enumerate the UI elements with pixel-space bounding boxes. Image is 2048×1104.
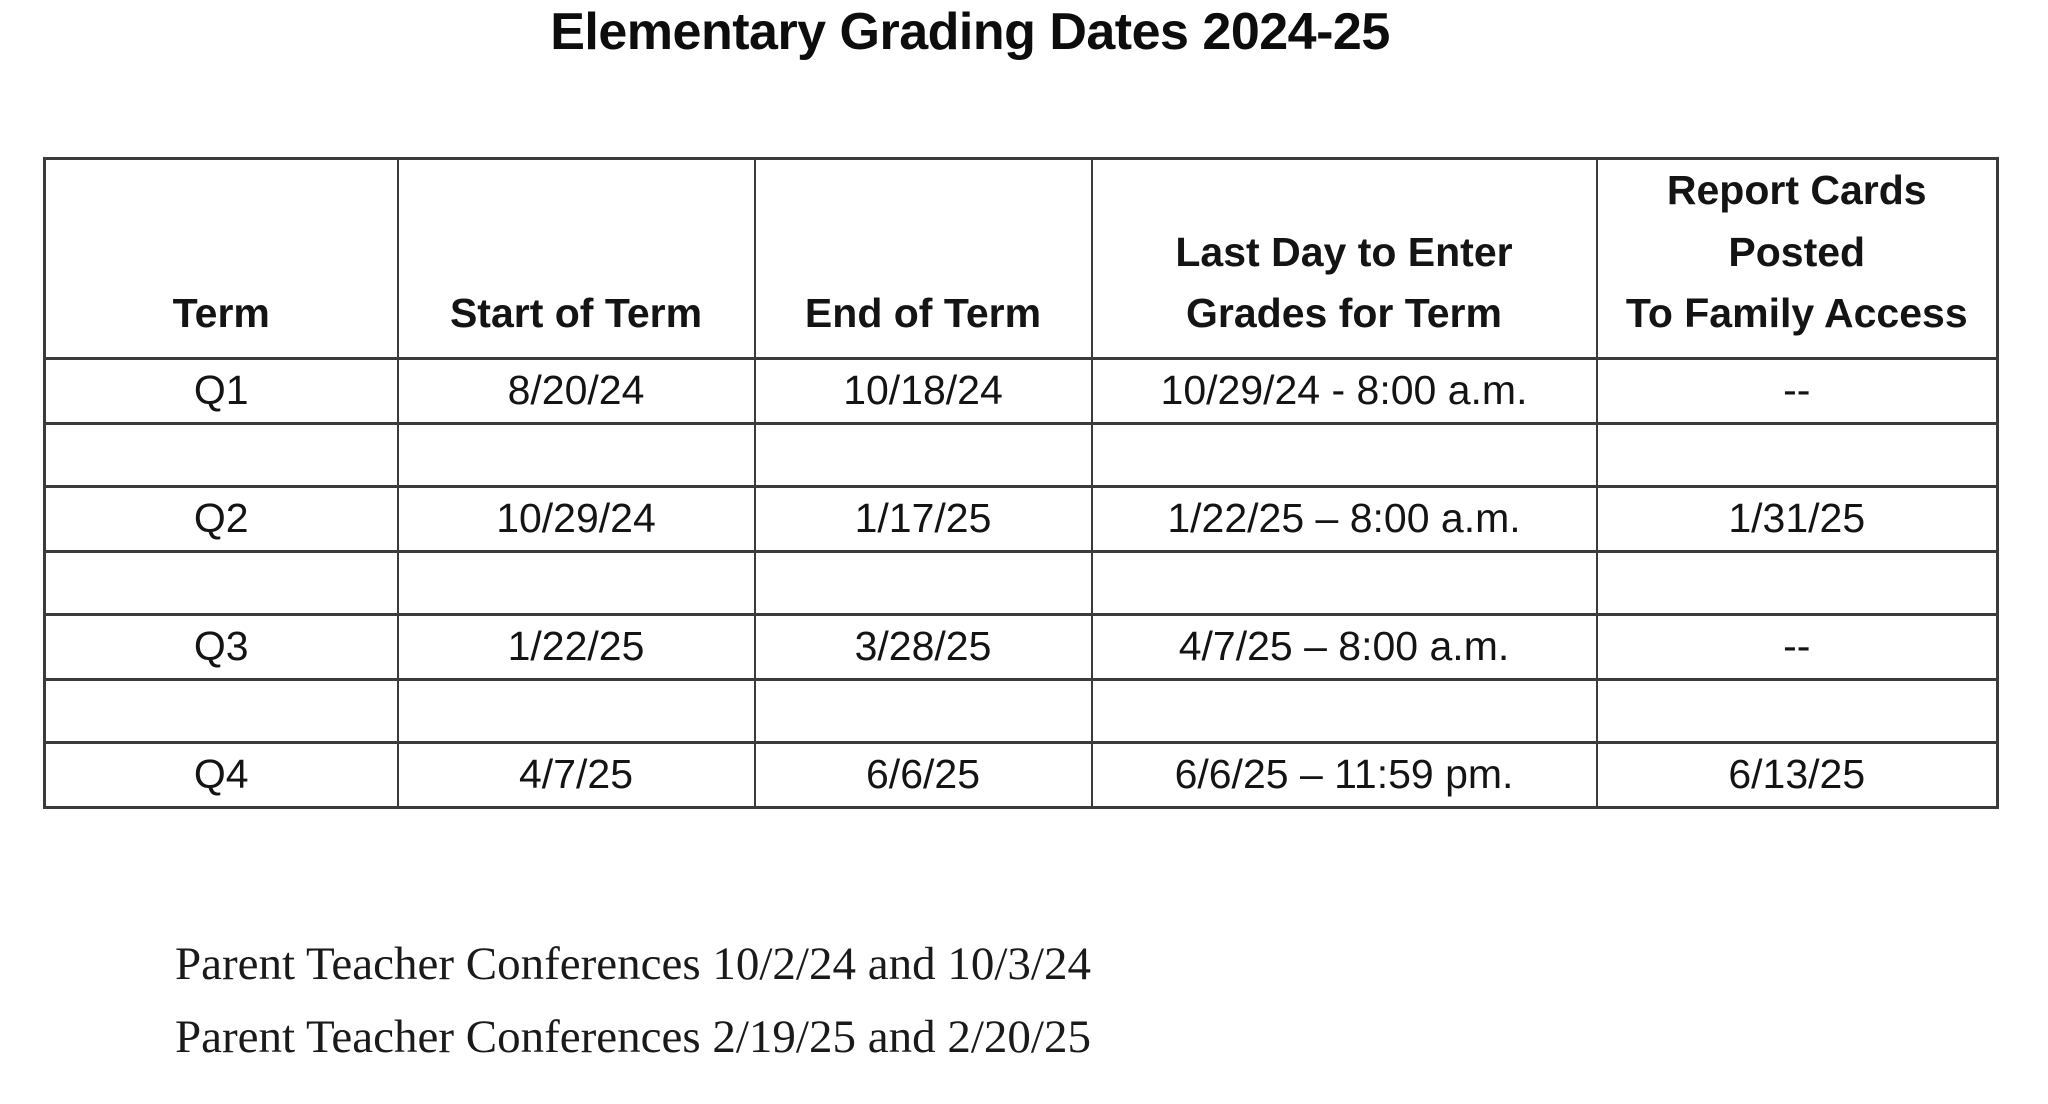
cell-end-of-term bbox=[755, 551, 1092, 614]
grading-dates-table bbox=[43, 157, 1999, 809]
cell-end-of-term: 3/28/25 bbox=[755, 614, 1092, 679]
cell-end-of-term bbox=[755, 679, 1092, 742]
cell-report-cards bbox=[1597, 423, 1998, 486]
col-header-report-line3: To Family Access bbox=[1625, 290, 1968, 336]
cell-last-day bbox=[1092, 551, 1597, 614]
cell-term bbox=[45, 423, 398, 486]
col-header-start-label: Start of Term bbox=[449, 290, 703, 336]
col-header-last-day-line1: Last Day to Enter bbox=[1175, 228, 1513, 275]
cell-term: Q4 bbox=[45, 742, 398, 807]
cell-start-of-term: 1/22/25 bbox=[398, 614, 755, 679]
cell-term bbox=[45, 679, 398, 742]
cell-report-cards bbox=[1597, 551, 1998, 614]
table-row-q2 bbox=[45, 486, 1998, 551]
table-header-row bbox=[45, 159, 1998, 359]
page-title: Elementary Grading Dates 2024-25 bbox=[550, 3, 1390, 61]
col-header-last-day bbox=[1092, 159, 1597, 359]
table-row-spacer bbox=[45, 679, 1998, 742]
cell-last-day: 6/6/25 – 11:59 pm. bbox=[1092, 742, 1597, 807]
cell-last-day: 4/7/25 – 8:00 a.m. bbox=[1092, 614, 1597, 679]
note-conferences-fall: Parent Teacher Conferences 10/2/24 and 10/3/24 bbox=[175, 938, 1091, 990]
cell-end-of-term: 1/17/25 bbox=[755, 486, 1092, 551]
cell-end-of-term: 10/18/24 bbox=[755, 358, 1092, 423]
col-header-start-of-term bbox=[398, 159, 755, 359]
cell-report-cards: -- bbox=[1597, 614, 1998, 679]
note-conferences-winter: Parent Teacher Conferences 2/19/25 and 2/20/25 bbox=[175, 1011, 1091, 1063]
cell-report-cards bbox=[1597, 679, 1998, 742]
cell-report-cards: 1/31/25 bbox=[1597, 486, 1998, 551]
table-row-q4 bbox=[45, 742, 1998, 807]
cell-end-of-term: 6/6/25 bbox=[755, 742, 1092, 807]
table-row-q1 bbox=[45, 358, 1998, 423]
col-header-end-label: End of Term bbox=[804, 290, 1042, 336]
cell-report-cards: -- bbox=[1597, 358, 1998, 423]
table-row-q3 bbox=[45, 614, 1998, 679]
cell-start-of-term: 8/20/24 bbox=[398, 358, 755, 423]
col-header-term bbox=[45, 159, 398, 359]
cell-start-of-term: 10/29/24 bbox=[398, 486, 755, 551]
cell-term: Q1 bbox=[45, 358, 398, 423]
cell-start-of-term bbox=[398, 551, 755, 614]
cell-start-of-term bbox=[398, 679, 755, 742]
cell-report-cards: 6/13/25 bbox=[1597, 742, 1998, 807]
cell-start-of-term bbox=[398, 423, 755, 486]
cell-last-day: 1/22/25 – 8:00 a.m. bbox=[1092, 486, 1597, 551]
table-row-spacer bbox=[45, 423, 1998, 486]
conference-notes bbox=[175, 928, 1091, 1074]
cell-term: Q3 bbox=[45, 614, 398, 679]
cell-last-day: 10/29/24 - 8:00 a.m. bbox=[1092, 358, 1597, 423]
col-header-report-line2: Posted bbox=[1728, 228, 1866, 275]
cell-term bbox=[45, 551, 398, 614]
cell-last-day bbox=[1092, 679, 1597, 742]
col-header-report-cards bbox=[1597, 159, 1998, 359]
cell-term: Q2 bbox=[45, 486, 398, 551]
col-header-end-of-term bbox=[755, 159, 1092, 359]
col-header-last-day-line2: Grades for Term bbox=[1186, 290, 1502, 336]
cell-last-day bbox=[1092, 423, 1597, 486]
col-header-report-line1: Report Cards bbox=[1666, 167, 1927, 213]
cell-start-of-term: 4/7/25 bbox=[398, 742, 755, 807]
col-header-term-label: Term bbox=[172, 290, 270, 336]
cell-end-of-term bbox=[755, 423, 1092, 486]
table-row-spacer bbox=[45, 551, 1998, 614]
